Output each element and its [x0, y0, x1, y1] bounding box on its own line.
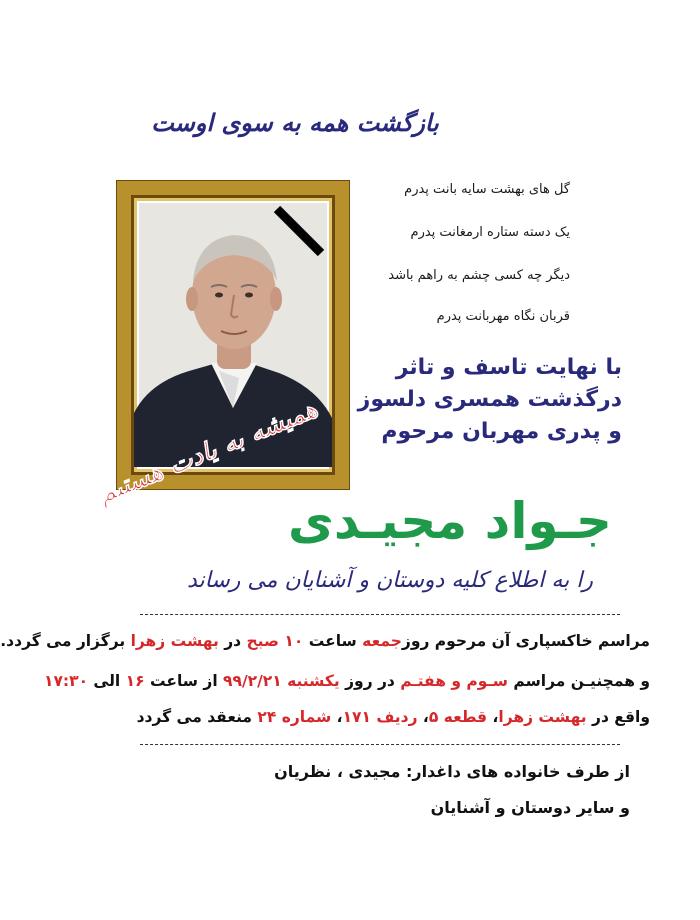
condolence-line-1: با نهایت تاسف و تاثر — [395, 355, 622, 380]
mourning-ribbon-icon — [277, 209, 321, 253]
ceremony-3-text-a: واقع در — [586, 708, 650, 726]
divider-bottom — [140, 744, 620, 745]
family-line-2: و سایر دوستان و آشنایان — [430, 798, 630, 817]
family-line-1: از طرف خانواده های داغدار: مجیدی ، نظریان — [274, 762, 630, 781]
ceremony-1-text-a: مراسم خاکسپاری آن مرحوم روز — [401, 632, 650, 650]
divider-top — [140, 614, 620, 615]
ceremony-3-sep-3: ، — [331, 708, 343, 726]
ceremony-1-text-e: در — [218, 632, 247, 650]
ceremony-2-end: ۱۷:۳۰ — [43, 672, 89, 690]
poem-line-3: دیگر چه کسی چشم به راهم باشد — [388, 268, 570, 283]
condolence-line-3: و پدری مهربان مرحوم — [381, 419, 622, 444]
ceremony-3-row: ردیف ۱۷۱ — [342, 708, 418, 726]
poem-line-2: یک دسته ستاره ارمغانت پدرم — [410, 225, 570, 240]
calligraphy-text: همیشه به یادت هستیم — [93, 394, 322, 509]
ceremony-2-text-g: الی — [88, 672, 126, 690]
poem-line-1: گل های بهشت سایه بانت پدرم — [404, 182, 570, 197]
ceremony-1-text-g: برگزار می گردد. — [0, 632, 131, 650]
ceremony-line-3 — [90, 708, 650, 726]
ceremony-3-number: شماره ۲۴ — [257, 708, 332, 726]
ceremony-line-1 — [0, 632, 650, 650]
ceremony-2-text-e: از ساعت — [144, 672, 224, 690]
ceremony-3-sep-1: ، — [487, 708, 499, 726]
calligraphy-script — [93, 392, 322, 509]
ceremony-line-2 — [43, 672, 650, 690]
ceremony-1-place: بهشت زهرا — [130, 632, 219, 650]
ceremony-1-day: جمعه — [362, 632, 402, 650]
deceased-name: جـواد مجیـدی — [288, 492, 612, 550]
announcement-line: را به اطلاع کلیه دوستان و آشنایان می رساند — [186, 568, 594, 593]
ceremony-3-sep-2: ، — [417, 708, 429, 726]
poem-line-4: قربان نگاه مهربانت پدرم — [436, 309, 570, 324]
ceremony-2-text-c: در روز — [339, 672, 401, 690]
ceremony-3-section: قطعه ۵ — [428, 708, 488, 726]
ceremony-2-event: سـوم و هفتـم — [400, 672, 509, 690]
ceremony-2-date: یکشنبه ۹۹/۲/۲۱ — [223, 672, 340, 690]
ceremony-2-start: ۱۶ — [125, 672, 145, 690]
condolence-line-2: درگذشت همسری دلسوز — [357, 387, 622, 412]
ceremony-3-text-i: منعقد می گردد — [136, 708, 258, 726]
header-title: بازگشت همه به سوی اوست — [151, 108, 439, 137]
ceremony-1-text-c: ساعت — [303, 632, 363, 650]
ceremony-1-time: ۱۰ صبح — [246, 632, 304, 650]
ceremony-2-text-a: و همچنیـن مراسم — [508, 672, 650, 690]
ceremony-3-place: بهشت زهرا — [498, 708, 587, 726]
